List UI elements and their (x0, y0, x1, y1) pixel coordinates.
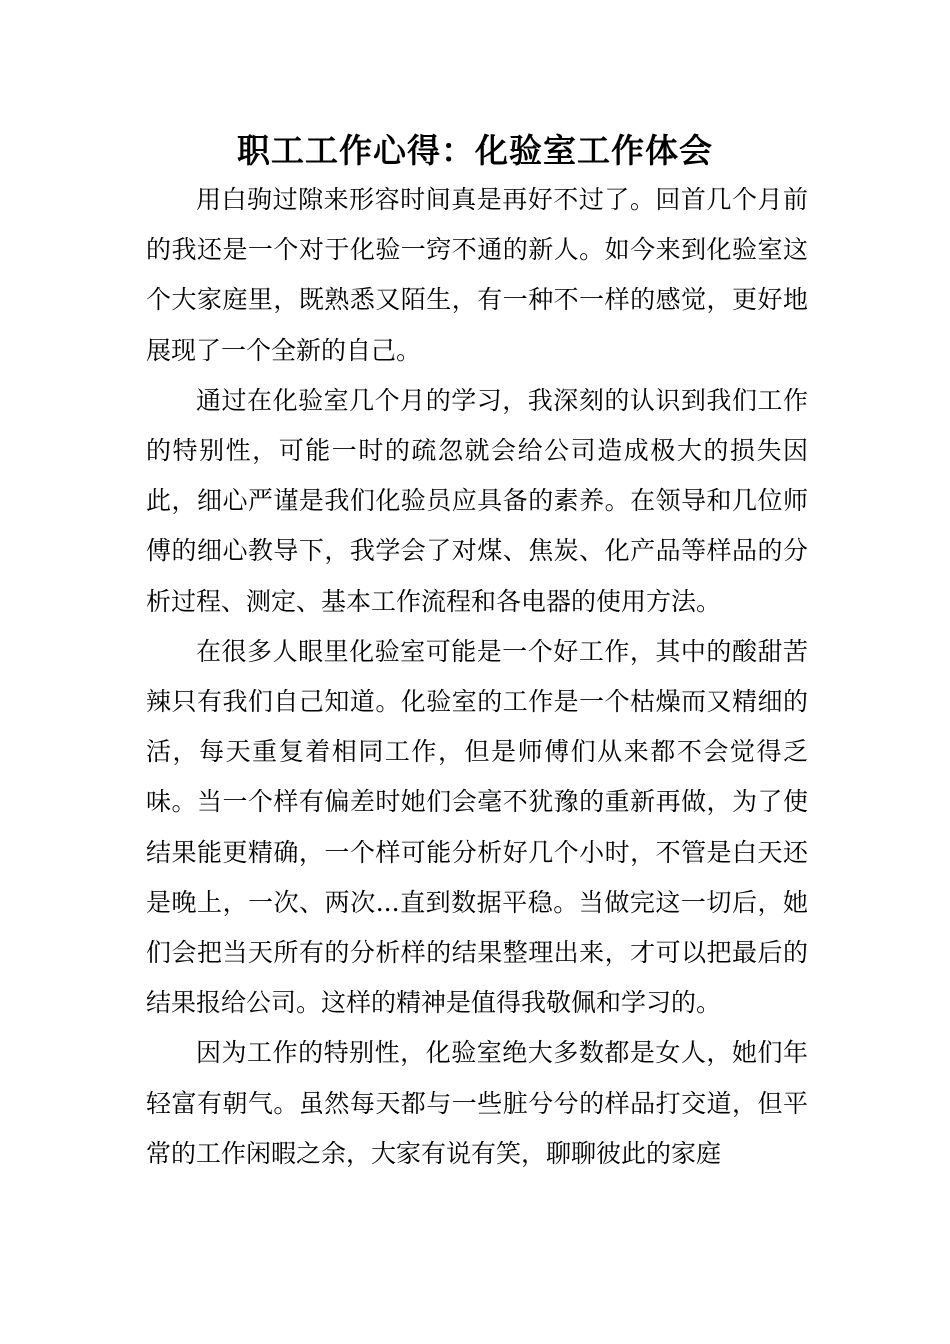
paragraph: 用白驹过隙来形容时间真是再好不过了。回首几个月前的我还是一个对于化验一窍不通的新人。如今来到化验室这个大家庭里，既熟悉又陌生，有一种不一样的感觉，更好地展现了一个全新的自己。 (146, 185, 808, 365)
document-title: 职工工作心得：化验室工作体会 (237, 131, 713, 170)
paragraph: 在很多人眼里化验室可能是一个好工作，其中的酸甜苦辣只有我们自己知道。化验室的工作是一个枯燥而又精细的活，每天重复着相同工作，但是师傅们从来都不会觉得乏味。当一个样有偏差时她们会毫不犹豫的重新再做，为了使结果能更精确，一个样可能分析好几个小时，不管是白天还是晚上，一次、两次...直到数据平稳。当做完这一切后，她们会把当天所有的分析样的结果整理出来，才可以把最后的结果报给公司。这样的精神是值得我敬佩和学习的。 (146, 636, 808, 1018)
document-body (146, 175, 808, 1179)
paragraph: 因为工作的特别性，化验室绝大多数都是女人，她们年轻富有朝气。虽然每天都与一些脏兮兮的样品打交道，但平常的工作闲暇之余，大家有说有笑，聊聊彼此的家庭 (146, 1038, 808, 1168)
paragraph: 通过在化验室几个月的学习，我深刻的认识到我们工作的特别性，可能一时的疏忽就会给公司造成极大的损失因此，细心严谨是我们化验员应具备的素养。在领导和几位师傅的细心教导下，我学会了对煤、焦炭、化产品等样品的分析过程、测定、基本工作流程和各电器的使用方法。 (146, 385, 808, 616)
